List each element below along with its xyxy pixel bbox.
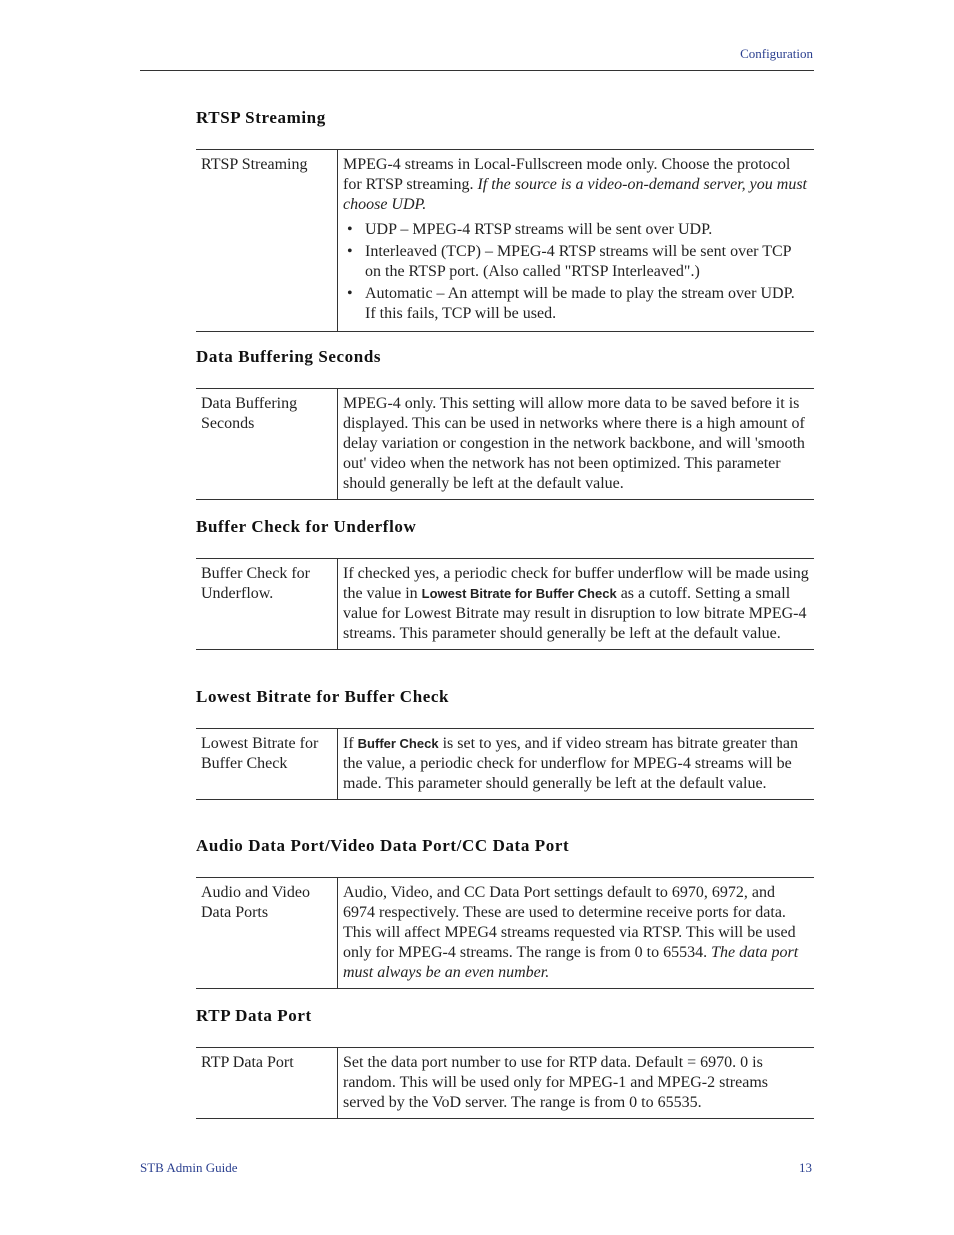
section-heading: Data Buffering Seconds [196,347,382,366]
table-row [196,1048,814,1119]
parameter-name: RTP Data Port [196,1048,338,1119]
section-data-buffering-seconds [196,346,814,492]
description-text: is set to yes, and if video stream has bitrate greater than the value, a periodic check for underflow for MPEG-4 streams will be made. This parameter should generally be left at the default value. [343,735,799,792]
parameter-table [196,149,814,332]
table-row [196,559,814,650]
parameter-description: Set the data port number to use for RTP data. Default = 6970. 0 is random. This will be used only for MPEG-1 and MPEG-2 streams served by the VoD server. The range is from 0 to 65535. [343,1054,768,1111]
section-heading: Audio Data Port/Video Data Port/CC Data Port [196,836,570,855]
section-data-ports [196,835,814,981]
parameter-name: Data Buffering Seconds [196,389,338,500]
list-item: • UDP – MPEG-4 RTSP streams will be sent over UDP. [365,220,809,240]
parameter-description [338,150,815,332]
list-item: • Automatic – An attempt will be made to play the stream over UDP. If this fails, TCP will be used. [365,284,809,324]
description-text: as a cutoff. Setting a small value for Lowest Bitrate may result in disruption to low bitrate MPEG-4 streams. This parameter should generally be left at the default value. [343,585,807,642]
parameter-description [338,559,815,650]
ui-field-reference: Lowest Bitrate for Buffer Check [421,586,617,601]
running-header-title: Configuration [740,46,813,61]
parameter-name: RTSP Streaming [196,150,338,332]
section-heading: Buffer Check for Underflow [196,517,417,536]
table-row [196,150,814,332]
section-heading: RTSP Streaming [196,108,326,127]
parameter-table [196,388,814,500]
parameter-table [196,728,814,800]
header-divider [140,70,814,71]
parameter-table [196,1047,814,1119]
section-buffer-check-underflow [196,516,814,642]
section-rtp-data-port [196,1005,814,1111]
parameter-name: Audio and Video Data Ports [196,878,338,989]
footer-page-number: 13 [799,1160,812,1175]
parameter-description: MPEG-4 only. This setting will allow more data to be saved before it is displayed. This can be used in networks where there is a high amount of delay variation or congestion in the network backbone, and will 'smooth out' video when the network has not been optimized. This parameter should generally be left at the default value. [343,395,805,492]
description-text: If checked yes, a periodic check for buffer underflow will be made using the value in [343,565,809,602]
table-row [196,389,814,500]
table-row [196,729,814,800]
parameter-table [196,877,814,989]
parameter-name: Lowest Bitrate for Buffer Check [196,729,338,800]
description-text: Audio, Video, and CC Data Port settings default to 6970, 6972, and 6974 respectively. These are used to determine receive ports for data. This will affect MPEG4 streams requested via RTSP. This will be used only for MPEG-4 streams. The range is from 0 to 65534. [343,884,796,961]
section-heading: Lowest Bitrate for Buffer Check [196,687,450,706]
option-list [343,220,809,324]
table-row [196,878,814,989]
parameter-table [196,558,814,650]
description-text: If [343,735,358,752]
parameter-description [338,729,815,800]
description-text: MPEG-4 streams in Local-Fullscreen mode only. Choose the protocol for RTSP streaming. [343,156,791,193]
list-item: • Interleaved (TCP) – MPEG-4 RTSP streams will be sent over TCP on the RTSP port. (Also called "RTSP Interleaved".) [365,242,809,282]
section-rtsp-streaming [196,107,814,322]
section-heading: RTP Data Port [196,1006,312,1025]
description-note: If the source is a video-on-demand server, you must choose UDP. [343,176,807,213]
ui-field-reference: Buffer Check [357,736,439,751]
description-note: The data port must always be an even number. [343,944,799,981]
parameter-name: Buffer Check for Underflow. [196,559,338,650]
parameter-description [338,878,815,989]
section-lowest-bitrate [196,686,814,792]
footer-doc-title: STB Admin Guide [140,1160,238,1175]
